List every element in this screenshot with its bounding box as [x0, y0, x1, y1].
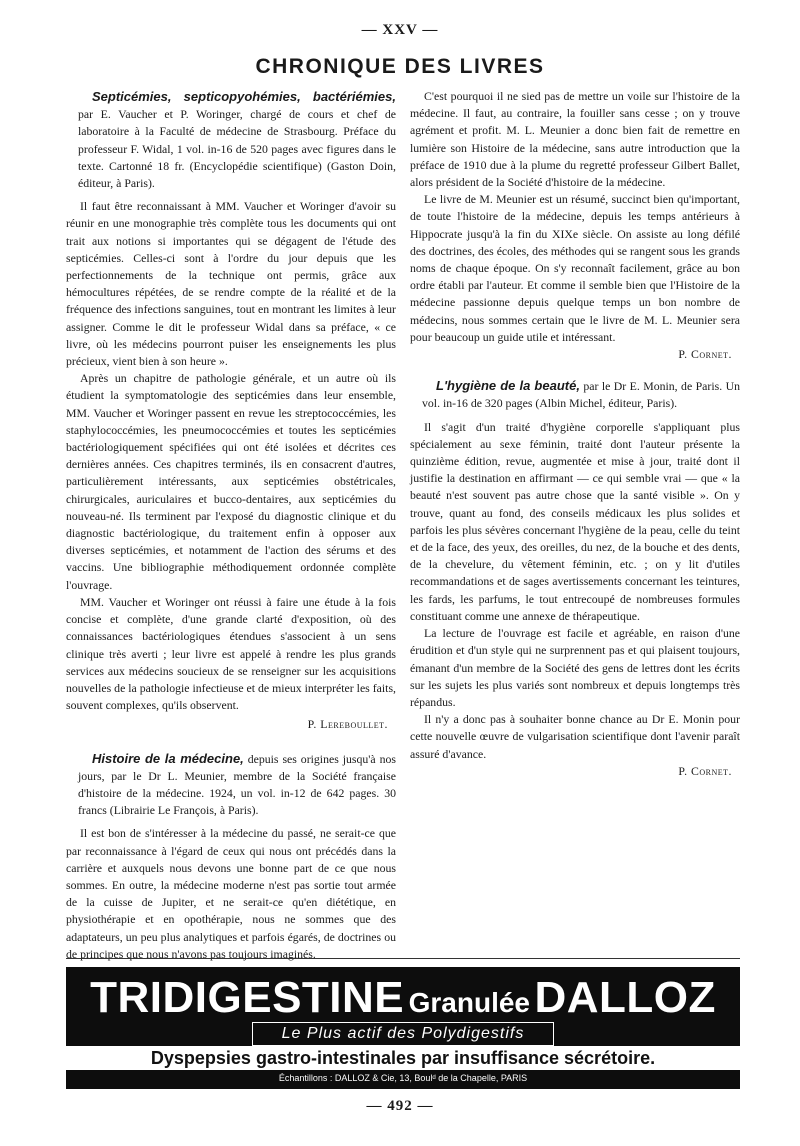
review-3-paragraph: Il n'y a donc pas à souhaiter bonne chance au Dr E. Monin pour cette nouvelle œuvre de vulgarisation scientifique dont l'avenir paraît assuré d'avance.: [410, 712, 740, 761]
review-2-signature: P. Cornet.: [678, 347, 732, 362]
review-1-paragraph: Après un chapitre de pathologie générale, et un autre où ils étudient la symptomatologie des septicémies dans leur ensemble, MM. Vaucher et Woringer passent en revue les streptococcémies, les staphylococcémies, les pneumococcémies et toutes les septicémies bactériologiquement spécifiées qui ont été isolées et décrites ces dernières années. Ces chapitres terminés, ils en consacrent d'autres, particulièrement intéressants, aux septicémies obstétricales, chirurgicales, auriculaires et bucco-dentaires, aux septicémies du nouveau-né. Ils terminent par l'exposé du diagnostic clinique et du diagnostic bactériologique, du traitement enfin à opposer aux diverses septicémies, et notamment de l'action des sérums et des vaccins. Une bibliographie méthodiquement ordonnée complète l'ouvrage.: [66, 371, 396, 592]
review-1-biblio: par E. Vaucher et P. Woringer, chargé de cours et chef de laboratoire à la Faculté de médecine de Strasbourg. Préface du professeur F. Widal, 1 vol. in-16 de 520 pages avec figures dans le texte. Cartonné 18 fr. (Encyclopédie scientifique) (Gaston Doin, éditeur, à Paris).: [78, 107, 396, 191]
review-3-biblio: par le Dr E. Monin, de Paris. Un vol. in-16 de 320 pages (Albin Michel, éditeur, Paris).: [422, 379, 740, 411]
page-title: CHRONIQUE DES LIVRES: [255, 55, 545, 78]
ad-address: Échantillons : DALLOZ & Cie, 13, Boulᵈ de la Chapelle, PARIS: [278, 1073, 528, 1083]
left-column: [66, 88, 396, 963]
review-2-paragraph: Le livre de M. Meunier est un résumé, succinct bien qu'important, de toute l'histoire de la médecine, depuis les temps antérieurs à Hippocrate jusqu'à la fin du XIXe siècle. On assiste au long défilé des doctrines, des écoles, des méthodes qui se rangent sous les grands noms de chaque époque. On s'y reconnaît facilement, grâce au bon ordre établi par l'auteur. Et comme il semble bien que l'Histoire de la médecine passionne depuis quelque temps un bon nombre de médecins, nous sommes certain que le livre de M. L. Meunier sera pour beaucoup un guide utile et intéressant.: [410, 192, 740, 344]
page-number: — 492 —: [366, 1098, 434, 1114]
page-roman-numeral: — XXV —: [361, 22, 439, 38]
review-3-signature: P. Cornet.: [678, 763, 732, 778]
review-1-title: Septicémies, septicopyohémies, bactériémies,: [92, 89, 396, 104]
review-3-heading: [410, 377, 740, 412]
ad-product: Granulée: [408, 987, 530, 1018]
ad-headline: [66, 973, 740, 1023]
review-1-paragraph: Il faut être reconnaissant à MM. Vaucher et Woringer d'avoir su réunir en une monographie très complète tous les documents qui ont trait aux notions si importantes qui se dégagent de l'étude des septicémies. Celles-ci sont à l'ordre du jour depuis que les perfectionnements de la technique ont permis, grâce aux hémocultures répétées, de se rendre compte de la réalité et de la fréquence des infections sanguines, tout en montrant les limites à leur assigner. Comme le dit le professeur Widal dans sa préface, « ce livre, où les médecins pourront puiser les enseignements les plus précieux, vient bien à son heure ».: [66, 199, 396, 369]
review-2-biblio: depuis ses origines jusqu'à nos jours, par le Dr L. Meunier, membre de la Société française d'histoire de la médecine. 1924, un vol. in-12 de 642 pages. 30 francs (Librairie Le François, à Paris).: [78, 751, 396, 818]
review-1-signature: P. Lereboullet.: [307, 717, 388, 732]
review-1-heading: [66, 88, 396, 192]
right-column: [410, 88, 740, 780]
review-3-paragraph: La lecture de l'ouvrage est facile et agréable, en raison d'une érudition et d'un style qui ne surprennent pas et qui plaisent toujours, émanant d'un membre de la Société des gens de lettres dont les écrits sur les sujets les plus variés sont nombreux et depuis longtemps très répandus.: [410, 626, 740, 709]
divider: [66, 958, 740, 959]
review-2-paragraph: Il est bon de s'intéresser à la médecine du passé, ne serait-ce que par reconnaissance à l'égard de ceux qui nous ont précédés dans la carrière et auxquels nous devons une bonne part de ce que nous sommes. En outre, la médecine moderne n'est pas sortie tout armée de la cuisse de Jupiter, et ne serait-ce qu'en diététique, en physiothérapie et en opothérapie, nous ne sommes que des adaptateurs, un peu plus analytiques et parfois égarés, de doctrines ou de principes que nous n'avons pas toujours imaginés.: [66, 826, 396, 961]
review-2-paragraph: C'est pourquoi il ne sied pas de mettre un voile sur l'histoire de la médecine. Il faut, au contraire, la fouiller sans cesse ; on y trouve agrément et profit. M. L. Meunier a donc bien fait de remettre en lumière son Histoire de la médecine, sans autre introduction que la préface de 1910 due à la plume du regretté professeur Gilbert Ballet, alors président de la Société d'histoire de la médecine.: [410, 89, 740, 190]
advertisement-banner: [66, 967, 740, 1089]
ad-indication: Dyspepsies gastro-intestinales par insuffisance sécrétoire.: [66, 1046, 740, 1070]
ad-maker: DALLOZ: [534, 973, 716, 1022]
ad-tagline: Le Plus actif des Polydigestifs: [252, 1022, 554, 1046]
review-3-title: L'hygiène de la beauté,: [436, 378, 580, 394]
review-2-heading: [66, 750, 396, 820]
review-2-title: Histoire de la médecine,: [92, 750, 244, 766]
review-3-paragraph: Il s'agit d'un traité d'hygiène corporelle s'appliquant plus spécialement au sexe féminin, traité dont l'auteur présente la quinzième édition, revue, augmentée et mise à jour, traité dont il justifie la destination en affirmant — ce qui semble vrai — que « la beauté n'est souvent pas autre chose que la santé visible ». On y trouve, quant au fond, des conseils médicaux les plus solides et parfois les plus sévères concernant l'hygiène de la peau, celle du teint et de la face, des yeux, des oreilles, du nez, de la bouche et des dents, de la chevelure, du vêtement féminin, etc. ; on y lit d'utiles recommandations et de sages avertissements concernant les teintures, les fards, les parfums, le tout entrecoupé de nombreuses formules constituant comme une annexe de thérapeutique.: [410, 419, 740, 623]
review-1-paragraph: MM. Vaucher et Woringer ont réussi à faire une étude à la fois concise et complète, d'une grande clarté d'exposition, où des connaissances bactériologiques étendues s'associent à un sens clinique très averti ; leur livre est appelé à rendre les plus grands services aux médecins soucieux de se renseigner sur les acquisitions nouvelles de la pathologie infectieuse et de mieux interpréter les faits, souvent complexes, qu'ils observent.: [66, 594, 396, 713]
ad-brand: TRIDIGESTINE: [90, 973, 405, 1022]
